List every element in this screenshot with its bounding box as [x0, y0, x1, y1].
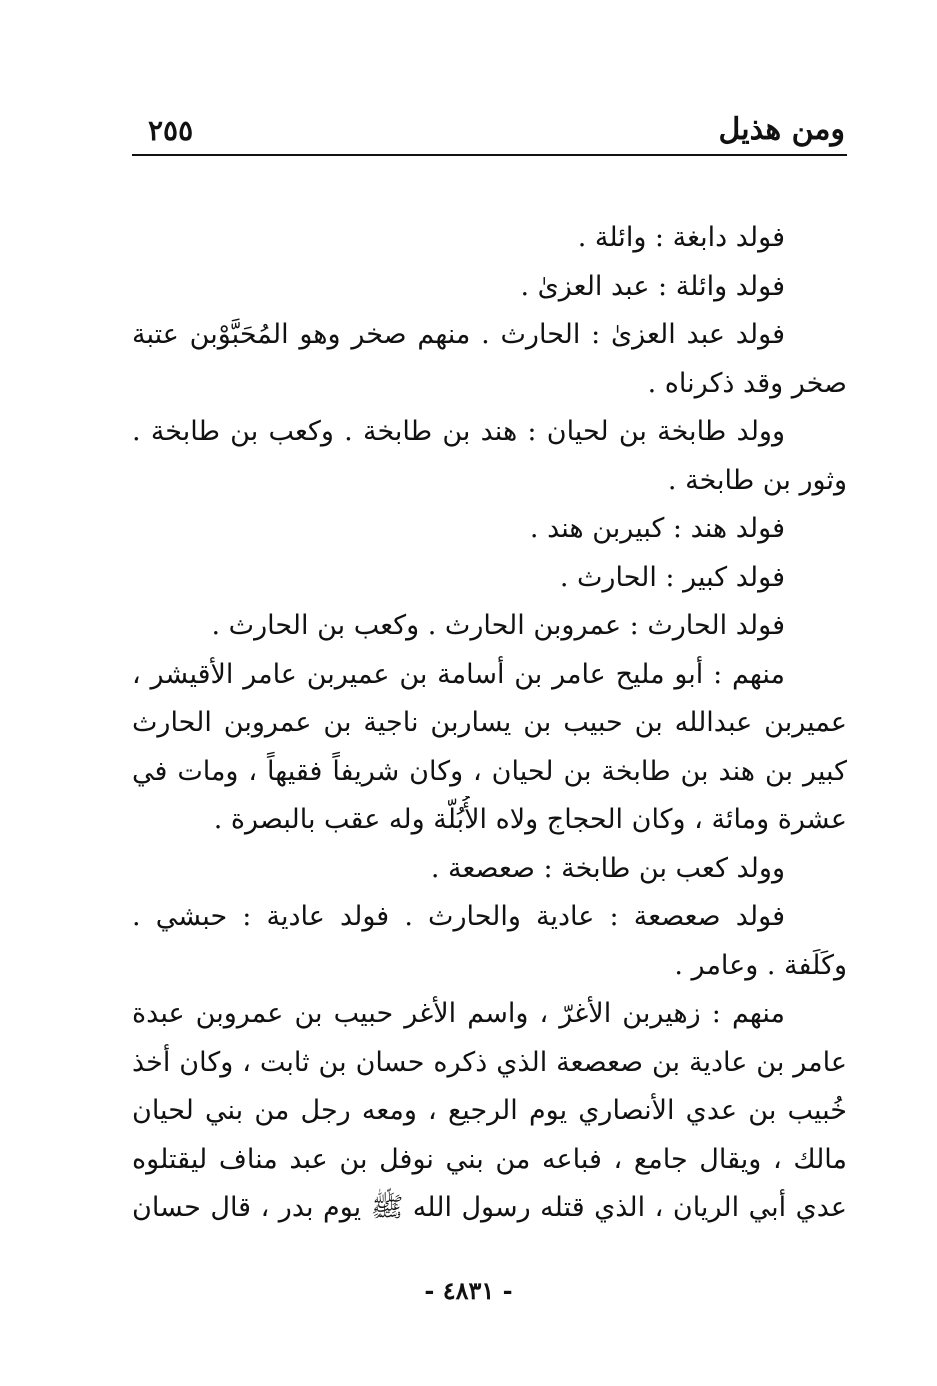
running-title: ومن هذيل: [718, 112, 845, 147]
text-line: فولد عبد العزىٰ : الحارث . منهم صخر وهو المُحَبَّوْبن عتبة: [132, 319, 785, 350]
text-line: فولد كبير : الحارث .: [559, 561, 785, 593]
text-line: عامر بن عادية بن صعصعة الذي ذكره حسان بن ثابت ، وكان أخذ: [132, 1046, 847, 1078]
text-line: فولد وائلة : عبد العزىٰ .: [520, 270, 785, 302]
text-line: منهم : أبو مليح عامر بن أسامة بن عميربن عامر الأقيشر ،: [132, 658, 785, 690]
text-line: كبير بن هند بن طابخة بن لحيان ، وكان شريفاً فقيهاً ، ومات في: [132, 755, 847, 787]
text-line: خُبيب بن عدي الأنصاري يوم الرجيع ، ومعه رجل من بني لحيان: [132, 1095, 847, 1126]
text-line: فولد صعصعة : عادية والحارث . فولد عادية : حبشي .: [132, 901, 785, 932]
page-number: ٢٥٥: [148, 114, 194, 147]
text-line: وثور بن طابخة .: [667, 464, 847, 496]
text-line: عشرة ومائة ، وكان الحجاج ولاه الأُبُلّة وله عقب بالبصرة .: [213, 804, 847, 835]
text-line: وكَلَفة . وعامر .: [674, 949, 847, 981]
text-line: وولد كعب بن طابخة : صعصعة .: [430, 852, 785, 884]
text-line: وولد طابخة بن لحيان : هند بن طابخة . وكعب بن طابخة .: [132, 416, 785, 447]
text-line: فولد دابغة : وائلة .: [577, 222, 785, 253]
text-line: فولد هند : كبيربن هند .: [529, 513, 785, 544]
header-rule: [132, 154, 847, 156]
text-line: فولد الحارث : عمروبن الحارث . وكعب بن الحارث .: [211, 610, 785, 641]
body-text: [132, 214, 847, 1233]
text-line: مالك ، ويقال جامع ، فباعه من بني نوفل بن عبد مناف ليقتلوه: [132, 1143, 847, 1175]
text-line: عدي أبي الريان ، الذي قتله رسول الله ﷺ يوم بدر ، قال حسان: [132, 1192, 847, 1223]
text-line: عميربن عبدالله بن حبيب بن يساربن ناجية بن عمروبن الحارث: [132, 707, 847, 738]
text-line: منهم : زهيربن الأغرّ ، واسم الأغر حبيب بن عمروبن عبدة: [132, 998, 785, 1029]
page-marker: - ٤٨٣١ -: [424, 1276, 513, 1305]
text-line: صخر وقد ذكرناه .: [647, 367, 847, 399]
